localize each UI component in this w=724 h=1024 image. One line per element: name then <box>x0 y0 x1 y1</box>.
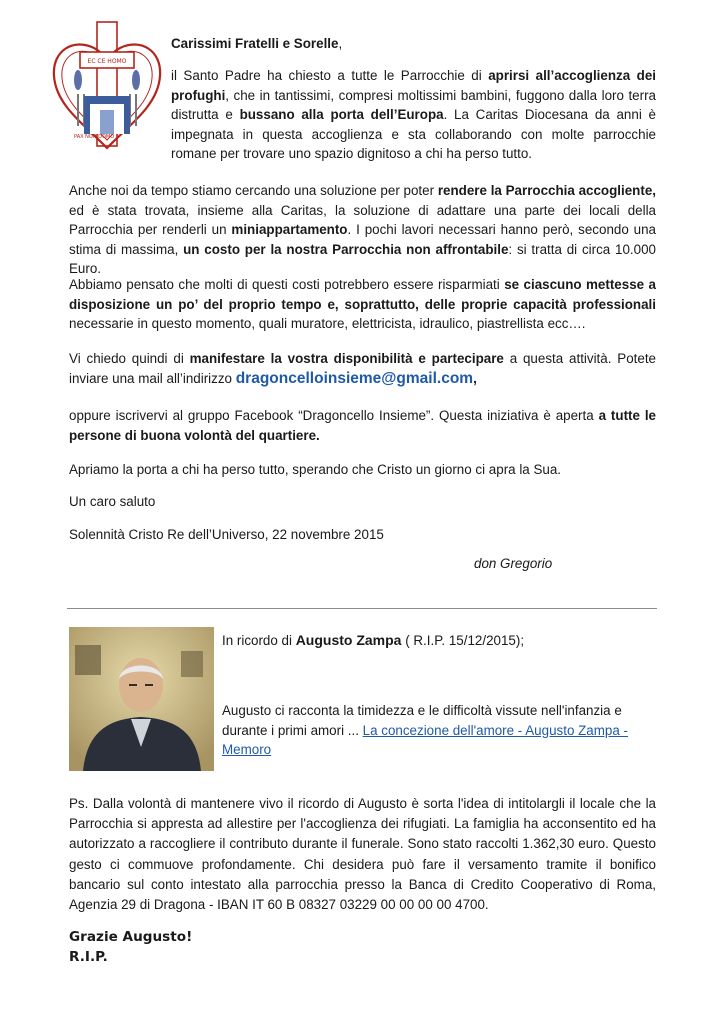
logo-cross-text: EC CE HOMO <box>87 58 127 65</box>
p4-text-2: a questa attività. Potete inviare una mail all’indirizzo <box>69 351 656 386</box>
p5-text-1: oppure iscrivervi al gruppo Facebook “Dragoncello Insieme”. Questa iniziativa è aperta <box>69 408 599 423</box>
paragraph-date: Solennità Cristo Re dell’Universo, 22 novembre 2015 <box>69 527 384 542</box>
greeting-text: Carissimi Fratelli e Sorelle <box>171 36 339 51</box>
parish-logo <box>48 14 166 156</box>
p4-text-1: Vi chiedo quindi di <box>69 351 190 366</box>
intro-bold-1: aprirsi all’accoglienza dei profughi <box>171 68 656 103</box>
divider <box>67 608 657 609</box>
p2-bold-3: un costo per la nostra Parrocchia non affrontabile <box>183 241 509 257</box>
greeting <box>171 34 656 54</box>
greeting-punct: , <box>338 36 343 51</box>
paragraph-contact <box>69 349 656 388</box>
p2-text-2: ed è stata trovata, insieme alla Caritas, la soluzione di adattare una parte dei locali della Parrocchia per renderli un <box>69 202 656 238</box>
p3-bold-1: se ciascuno mettesse a disposizione un po’ del proprio tempo e, soprattutto, delle proprie capacità professionali <box>69 277 656 312</box>
closing-rip: R.I.P. <box>69 948 108 965</box>
p3-text-2: necessarie in questo momento, quali muratore, elettricista, idraulico, piastrellista ecc…. <box>69 316 586 332</box>
email-punct: , <box>473 370 477 386</box>
paragraph-volunteers <box>69 275 656 334</box>
memorial-name: Augusto Zampa <box>295 632 402 648</box>
intro-text-2: , che in tantissimi, compresi moltissimi bambini, fuggono dalla loro terra distrutta e <box>171 87 656 123</box>
postscript: Ps. Dalla volontà di mantenere vivo il ricordo di Augusto è sorta l'idea di intitolargli il locale che la Parrocchia si appresta ad allestire per l'accoglienza dei rifugiati. La famiglia ha acconsentito ed ha autorizzato a raccogliere il contributo durante il funerale. Sono stato raccolti 1.362,30 euro. Questo gesto ci commuove profondamente. Chi desidera può fare il versamento tramite il bonifico bancario sul conto intestato alla parrocchia presso la Banca di Credito Cooperativo di Roma, Agenzia 29 di Dragona - IBAN IT 60 B 08327 03229 00 00 00 00 4700. <box>69 796 656 913</box>
paragraph-facebook <box>69 406 656 445</box>
memorial-desc-text: Augusto ci racconta la timidezza e le difficoltà vissute nell'infanzia e durante i primi amori ... <box>222 703 622 738</box>
logo-motto: PAX NON DOMO <box>74 134 115 140</box>
closing-thanks: Grazie Augusto! <box>69 929 193 945</box>
closing <box>69 928 192 967</box>
memorial-text-2: ( R.I.P. 15/12/2015); <box>401 633 525 648</box>
signature: don Gregorio <box>474 556 553 571</box>
portrait-photo <box>69 627 214 771</box>
p5-bold-1: a tutte le persone di buona volontà del quartiere. <box>69 408 657 443</box>
intro-paragraph <box>171 66 656 164</box>
intro-text-3: . La Caritas Diocesana da anni è impegnata in questa accoglienza e sta collaborando con molte parrocchie romane per trovare uno spazio dignitoso a chi ha perso tutto. <box>171 107 656 162</box>
p4-bold-1: manifestare la vostra disponibilità e partecipare <box>189 351 504 366</box>
paragraph-greeting: Un caro saluto <box>69 494 156 509</box>
p2-bold-2: miniappartamento <box>231 222 348 238</box>
memoro-link[interactable]: La concezione dell'amore - Augusto Zampa - Memoro <box>222 722 628 758</box>
paragraph-door: Apriamo la porta a chi ha perso tutto, sperando che Cristo un giorno ci apra la Sua. <box>69 462 562 477</box>
p2-text-4: : si tratta di circa 10.000 Euro. <box>69 241 656 277</box>
contact-email[interactable]: dragoncelloinsieme@gmail.com <box>235 369 474 387</box>
memorial-text-1: In ricordo di <box>222 633 296 648</box>
p3-text-1: Abbiamo pensato che molti di questi costi potrebbero essere risparmiati <box>69 277 505 292</box>
intro-text-1: il Santo Padre ha chiesto a tutte le Parrocchie di <box>171 68 489 83</box>
intro-bold-2: bussano alla porta dell’Europa <box>239 107 444 123</box>
p2-bold-1: rendere la Parrocchia accogliente, <box>437 183 656 198</box>
p2-text-1: Anche noi da tempo stiamo cercando una soluzione per poter <box>69 183 438 198</box>
memorial-heading <box>222 631 652 651</box>
memorial-description <box>222 701 652 760</box>
p2-text-3: . I pochi lavori necessari hanno però, secondo una stima di massima, <box>69 222 656 257</box>
paragraph-renovation <box>69 181 656 279</box>
